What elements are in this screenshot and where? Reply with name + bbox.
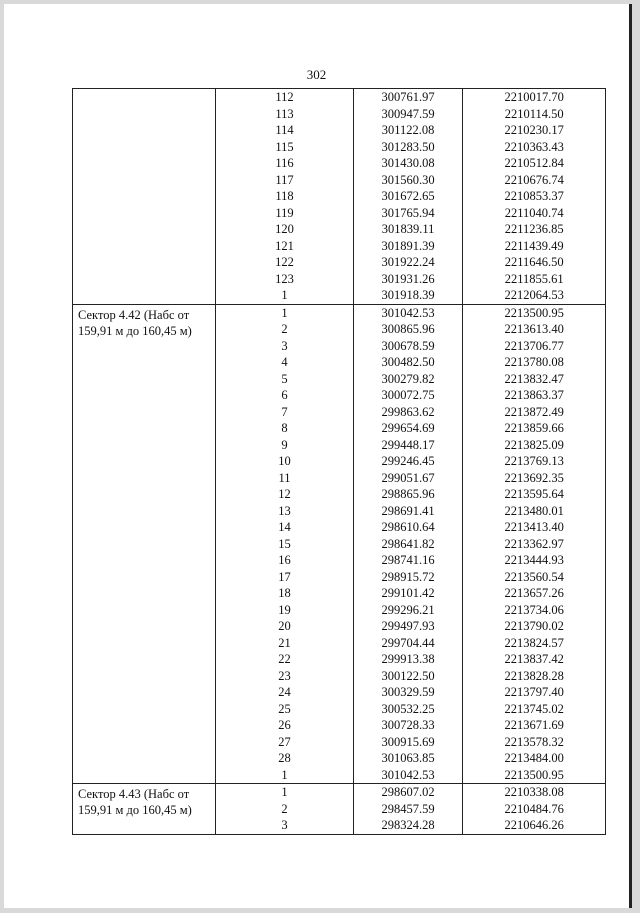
point-number: 112 bbox=[275, 90, 294, 104]
x-coordinate: 299101.42 bbox=[381, 586, 435, 600]
y-coordinate: 2211646.50 bbox=[504, 255, 564, 269]
y-coordinate: 2210114.50 bbox=[504, 106, 564, 121]
sector-cell bbox=[73, 784, 216, 835]
point-number: 9 bbox=[281, 437, 288, 452]
y-coordinate: 2213780.08 bbox=[504, 355, 564, 369]
x-coordinate: 298865.96 bbox=[381, 487, 435, 501]
point-number: 114 bbox=[275, 123, 294, 137]
y-coordinate: 2213790.02 bbox=[504, 619, 564, 633]
y-coordinate: 2213745.02 bbox=[504, 701, 564, 716]
x-coordinate: 299913.38 bbox=[381, 652, 435, 666]
x-coordinate: 299051.67 bbox=[381, 470, 435, 485]
x-coordinate: 301931.26 bbox=[381, 271, 435, 286]
point-number: 3 bbox=[281, 338, 288, 353]
x-coordinate: 301922.24 bbox=[381, 255, 435, 269]
y-coordinate: 2213824.57 bbox=[504, 635, 564, 650]
coordinates-table bbox=[72, 88, 606, 835]
point-number: 4 bbox=[281, 355, 288, 369]
y-coordinate: 2213706.77 bbox=[504, 338, 564, 353]
point-number: 12 bbox=[278, 487, 291, 501]
x-coordinate: 300865.96 bbox=[381, 322, 435, 336]
x-coordinate: 301918.39 bbox=[381, 288, 435, 302]
y-coordinate: 2213828.28 bbox=[504, 668, 564, 683]
y-coordinate: 2213671.69 bbox=[504, 718, 564, 732]
point-number: 115 bbox=[275, 139, 294, 154]
x-coordinate: 298915.72 bbox=[381, 569, 435, 584]
y-coordinate: 2210017.70 bbox=[504, 90, 564, 104]
x-coordinate: 299497.93 bbox=[381, 619, 435, 633]
x-coordinate: 300915.69 bbox=[381, 734, 435, 749]
y-coordinate: 2213595.64 bbox=[504, 487, 564, 501]
point-number: 123 bbox=[275, 271, 294, 286]
x-coordinate: 301283.50 bbox=[381, 139, 435, 154]
x-coordinate: 300122.50 bbox=[381, 668, 435, 683]
point-number: 27 bbox=[278, 734, 291, 749]
y-coordinate: 2211236.85 bbox=[504, 222, 564, 236]
y-coordinate: 2211439.49 bbox=[504, 238, 564, 253]
y-coordinate: 2213560.54 bbox=[504, 569, 564, 584]
x-coordinate: 300947.59 bbox=[381, 106, 435, 121]
point-number: 10 bbox=[278, 454, 291, 468]
y-coordinate: 2213832.47 bbox=[504, 371, 564, 386]
point-number: 28 bbox=[278, 751, 291, 765]
point-number-column-cell bbox=[216, 89, 354, 305]
point-number: 121 bbox=[275, 238, 294, 253]
x-coordinate: 300279.82 bbox=[381, 371, 435, 386]
x-coordinate: 301122.08 bbox=[381, 123, 435, 137]
x-coordinate: 301042.53 bbox=[381, 305, 435, 320]
x-coordinate: 299296.21 bbox=[381, 602, 435, 617]
point-number: 15 bbox=[278, 536, 291, 551]
point-number: 24 bbox=[278, 685, 291, 699]
x-coordinate: 299863.62 bbox=[381, 404, 435, 419]
y-coordinate: 2210230.17 bbox=[504, 123, 564, 137]
x-coordinate-column-cell bbox=[353, 304, 462, 784]
x-coordinate: 301430.08 bbox=[381, 156, 435, 170]
y-coordinate: 2213797.40 bbox=[504, 685, 564, 699]
point-number: 21 bbox=[278, 635, 291, 650]
x-coordinate: 301042.53 bbox=[381, 767, 435, 782]
point-number: 1 bbox=[281, 305, 288, 320]
y-coordinate: 2211855.61 bbox=[504, 271, 564, 286]
x-coordinate: 299246.45 bbox=[381, 454, 435, 468]
point-number: 25 bbox=[278, 701, 291, 716]
x-coordinate: 300329.59 bbox=[381, 685, 435, 699]
y-coordinate: 2213863.37 bbox=[504, 388, 564, 402]
x-coordinate: 298607.02 bbox=[381, 785, 435, 799]
x-coordinate: 299704.44 bbox=[381, 635, 435, 650]
point-number: 1 bbox=[281, 785, 288, 799]
x-coordinate: 300728.33 bbox=[381, 718, 435, 732]
point-number: 26 bbox=[278, 718, 291, 732]
sector-cell bbox=[73, 89, 216, 305]
y-coordinate: 2211040.74 bbox=[504, 205, 564, 220]
x-coordinate: 300678.59 bbox=[381, 338, 435, 353]
point-number: 20 bbox=[278, 619, 291, 633]
x-coordinate: 298610.64 bbox=[381, 520, 435, 534]
x-coordinate: 301765.94 bbox=[381, 205, 435, 220]
y-coordinate: 2213500.95 bbox=[504, 305, 564, 320]
y-coordinate: 2213692.35 bbox=[504, 470, 564, 485]
y-coordinate: 2213578.32 bbox=[504, 734, 564, 749]
sector-row bbox=[73, 304, 606, 784]
point-number: 13 bbox=[278, 503, 291, 518]
coordinates-table-body bbox=[73, 89, 606, 835]
y-coordinate-column-cell bbox=[463, 89, 606, 305]
y-coordinate: 2213480.01 bbox=[504, 503, 564, 518]
x-coordinate: 298457.59 bbox=[381, 801, 435, 816]
sector-label: Сектор 4.43 (Набс от 159,91 м до 160,45 м) bbox=[78, 787, 192, 817]
point-number: 118 bbox=[275, 189, 294, 203]
point-number: 23 bbox=[278, 668, 291, 683]
x-coordinate: 301560.30 bbox=[381, 172, 435, 187]
point-number: 11 bbox=[278, 470, 291, 485]
x-coordinate: 298741.16 bbox=[381, 553, 435, 567]
y-coordinate: 2210853.37 bbox=[504, 189, 564, 203]
y-coordinate: 2213859.66 bbox=[504, 421, 564, 435]
sector-row bbox=[73, 784, 606, 835]
x-coordinate-column-cell bbox=[353, 784, 462, 835]
y-coordinate: 2213769.13 bbox=[504, 454, 564, 468]
x-coordinate: 301891.39 bbox=[381, 238, 435, 253]
point-number: 14 bbox=[278, 520, 291, 534]
y-coordinate: 2213362.97 bbox=[504, 536, 564, 551]
y-coordinate: 2213613.40 bbox=[504, 322, 564, 336]
point-number: 5 bbox=[281, 371, 288, 386]
point-number: 120 bbox=[275, 222, 294, 236]
x-coordinate: 301063.85 bbox=[381, 751, 435, 765]
document-page bbox=[4, 4, 632, 908]
point-number: 3 bbox=[281, 818, 288, 832]
sector-row bbox=[73, 89, 606, 305]
point-number: 1 bbox=[281, 767, 288, 782]
y-coordinate: 2213500.95 bbox=[504, 767, 564, 782]
y-coordinate: 2213657.26 bbox=[504, 586, 564, 600]
x-coordinate: 298691.41 bbox=[381, 503, 435, 518]
point-number: 122 bbox=[275, 255, 294, 269]
x-coordinate: 300482.50 bbox=[381, 355, 435, 369]
point-number: 22 bbox=[278, 652, 291, 666]
y-coordinate: 2212064.53 bbox=[504, 288, 564, 302]
page-number: 302 bbox=[306, 67, 327, 82]
point-number: 7 bbox=[281, 404, 288, 419]
y-coordinate: 2213484.00 bbox=[504, 751, 564, 765]
y-coordinate: 2210512.84 bbox=[504, 156, 564, 170]
x-coordinate: 299448.17 bbox=[381, 437, 435, 452]
point-number: 117 bbox=[275, 172, 294, 187]
point-number: 8 bbox=[281, 421, 288, 435]
y-coordinate: 2213734.06 bbox=[504, 602, 564, 617]
y-coordinate: 2210338.08 bbox=[504, 785, 564, 799]
y-coordinate: 2210676.74 bbox=[504, 172, 564, 187]
x-coordinate: 298641.82 bbox=[381, 536, 435, 551]
x-coordinate: 300761.97 bbox=[381, 90, 435, 104]
sector-cell bbox=[73, 304, 216, 784]
point-number: 119 bbox=[275, 205, 294, 220]
point-number: 116 bbox=[275, 156, 294, 170]
point-number-column-cell bbox=[216, 304, 354, 784]
point-number: 2 bbox=[281, 322, 288, 336]
point-number: 17 bbox=[278, 569, 291, 584]
y-coordinate: 2210646.26 bbox=[504, 818, 564, 832]
point-number: 16 bbox=[278, 553, 291, 567]
x-coordinate: 300532.25 bbox=[381, 701, 435, 716]
x-coordinate: 299654.69 bbox=[381, 421, 435, 435]
point-number-column-cell bbox=[216, 784, 354, 835]
y-coordinate: 2213825.09 bbox=[504, 437, 564, 452]
y-coordinate: 2213413.40 bbox=[504, 520, 564, 534]
y-coordinate: 2210484.76 bbox=[504, 801, 564, 816]
point-number: 113 bbox=[275, 106, 294, 121]
point-number: 2 bbox=[281, 801, 288, 816]
x-coordinate: 300072.75 bbox=[381, 388, 435, 402]
point-number: 6 bbox=[281, 388, 288, 402]
y-coordinate: 2213872.49 bbox=[504, 404, 564, 419]
y-coordinate-column-cell bbox=[463, 784, 606, 835]
y-coordinate-column-cell bbox=[463, 304, 606, 784]
x-coordinate: 301672.65 bbox=[381, 189, 435, 203]
point-number: 19 bbox=[278, 602, 291, 617]
x-coordinate-column-cell bbox=[353, 89, 462, 305]
x-coordinate: 301839.11 bbox=[381, 222, 435, 236]
point-number: 18 bbox=[278, 586, 291, 600]
sector-label: Сектор 4.42 (Набс от 159,91 м до 160,45 м) bbox=[78, 307, 192, 338]
y-coordinate: 2213444.93 bbox=[504, 553, 564, 567]
x-coordinate: 298324.28 bbox=[381, 818, 435, 832]
y-coordinate: 2213837.42 bbox=[504, 652, 564, 666]
point-number: 1 bbox=[281, 288, 288, 302]
y-coordinate: 2210363.43 bbox=[504, 139, 564, 154]
